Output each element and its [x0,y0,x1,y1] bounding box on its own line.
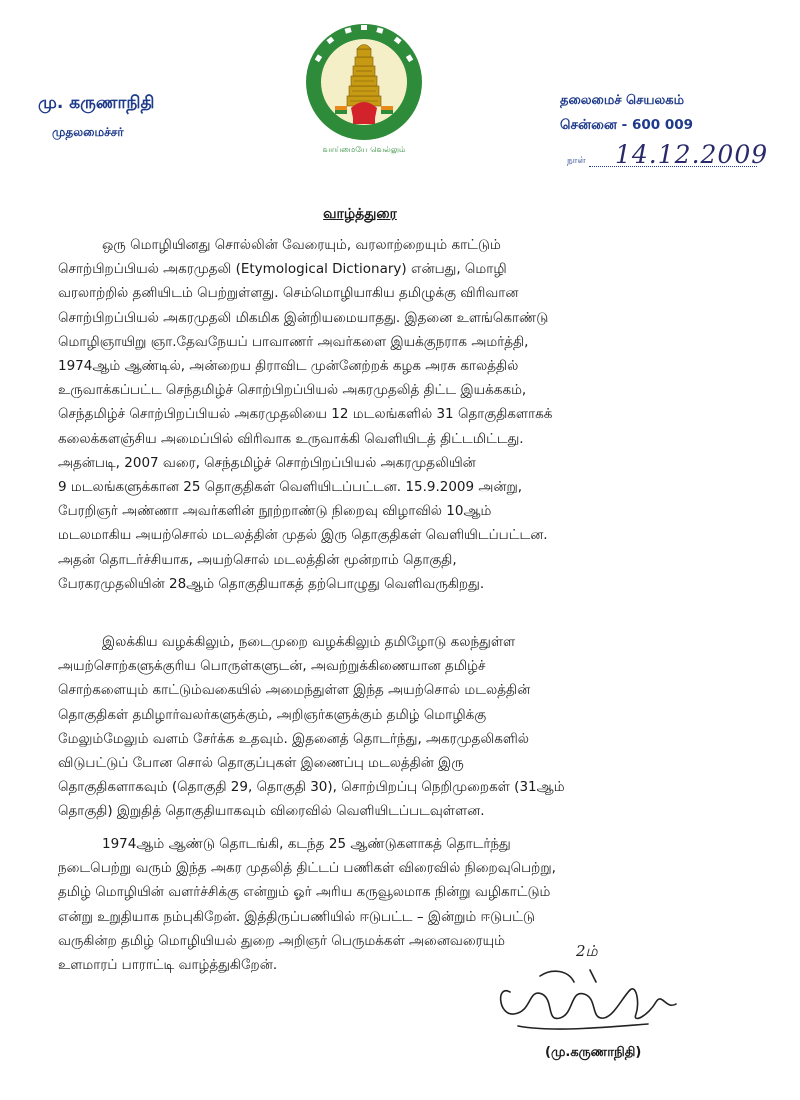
date-field [567,140,767,172]
svg-text:வாய்மையே வெல்லும்: வாய்மையே வெல்லும் [322,145,406,154]
svg-text:2ம்: 2ம் [576,942,598,960]
sender-title: முதலமைச்சர் [52,125,124,139]
text-line: அயற்சொற்களுக்குரிய பொருள்களுடன், அவற்றுக்கிணையான தமிழ்ச் [58,658,486,675]
text-line: தமிழ் மொழியின் வளர்ச்சிக்கு என்றும் ஓர் அரிய கருவூலமாக நின்று வழிகாட்டும் [58,884,551,901]
text-line: தொகுதிகள் தமிழார்வலர்களுக்கும், அறிஞர்களுக்கும் தமிழ் மொழிக்கு [58,706,487,723]
text-line: இலக்கிய வழக்கிலும், நடைமுறை வழக்கிலும் தமிழோடு கலந்துள்ள [102,634,516,650]
date-label: நாள் [567,156,586,166]
text-line: மொழிஞாயிறு ஞா.தேவநேயப் பாவாணர் அவர்களை இயக்குநராக அமர்த்தி, [58,333,529,350]
text-line: என்று உறுதியாக நம்புகிறேன். இத்திருப்பணியில் ஈடுபட்ட – இன்றும் ஈடுபட்டு [58,908,535,925]
text-line: உளமாரப் பாராட்டி வாழ்த்துகிறேன். [58,957,278,974]
office-name: தலைமைச் செயலகம் [560,93,685,108]
sender-name: மு. கருணாநிதி [38,93,155,113]
text-line: சொற்பிறப்பியல் அகரமுதலி (Etymological Dictionary) என்பது, மொழி [58,261,507,278]
signatory-name: (மு.கருணாநிதி) [545,1045,642,1060]
text-line: வரலாற்றில் தனியிடம் பெற்றுள்ளது. செம்மொழியாகிய தமிழுக்கு விரிவான [58,285,519,302]
text-line: சொற்களையும் காட்டும்வகையில் அமைந்துள்ள இந்த அயற்சொல் மடலத்தின் [58,682,531,699]
text-line: மேலும்மேலும் வளம் சேர்க்க உதவும். இதனைத் தொடர்ந்து, அகரமுதலிகளில் [58,730,529,747]
office-city: சென்னை - 600 009 [560,117,694,133]
text-line: மடலமாகிய அயற்சொல் மடலத்தின் முதல் இரு தொகுதிகள் வெளியிடப்பட்டன. [58,527,548,544]
text-line: தொகுதி) இறுதித் தொகுதியாகவும் விரைவில் வெளியிடப்படவுள்ளன. [58,803,485,820]
text-line: செந்தமிழ்ச் சொற்பிறப்பியல் அகரமுதலியை 12 மடலங்களில் 31 தொகுதிகளாகக் [58,406,553,423]
handwritten-signature-icon [480,930,710,1045]
text-line: அதன்படி, 2007 வரை, செந்தமிழ்ச் சொற்பிறப்பியல் அகரமுதலியின் [58,454,476,471]
paragraph-1 [58,233,718,596]
text-line: கலைக்களஞ்சிய அமைப்பில் விரிவாக உருவாக்கி வெளியிடத் திட்டமிட்டது. [58,430,524,447]
text-line: 9 மடலங்களுக்கான 25 தொகுதிகள் வெளியிடப்பட்டன. 15.9.2009 அன்று, [58,479,523,496]
text-line: 1974ஆம் ஆண்டில், அன்றைய திராவிட முன்னேற்றக் கழக அரசு காலத்தில் [58,358,519,375]
text-line: அதன் தொடர்ச்சியாக, அயற்சொல் மடலத்தின் மூன்றாம் தொகுதி, [58,551,457,568]
text-line: ஒரு மொழியினது சொல்லின் வேரையும், வரலாற்றையும் காட்டும் [102,237,501,253]
text-line: சொற்பிறப்பியல் அகரமுதலி மிகமிக இன்றியமையாதது. இதனை உளங்கொண்டு [58,309,549,326]
text-line: வருகின்ற தமிழ் மொழியியல் துறை அறிஞர் பெருமக்கள் அனைவரையும் [58,932,506,949]
text-line: பேரறிஞர் அண்ணா அவர்களின் நூற்றாண்டு நிறைவு விழாவில் 10ஆம் [58,503,492,520]
letter-heading: வாழ்த்துரை [323,206,397,222]
text-line: உருவாக்கப்பட்ட செந்தமிழ்ச் சொற்பிறப்பியல் அகரமுதலித் திட்ட இயக்ககம், [58,382,527,399]
text-line: பேரகரமுதலியின் 28ஆம் தொகுதியாகத் தற்பொழுது வெளிவருகிறது. [58,575,485,592]
text-line: விடுபட்டுப் போன சொல் தொகுப்புகள் இணைப்பு மடலத்தின் இரு [58,755,464,772]
text-line: 1974ஆம் ஆண்டு தொடங்கி, கடந்த 25 ஆண்டுகளாகத் தொடர்ந்து [102,836,511,852]
text-line: தொகுதிகளாகவும் (தொகுதி 29, தொகுதி 30), சொற்பிறப்பு நெறிமுறைகள் (31ஆம் [58,779,565,796]
date-value: 14.12.2009 [615,140,769,169]
text-line: நடைபெற்று வரும் இந்த அகர முதலித் திட்டப் பணிகள் விரைவில் நிறைவுபெற்று, [58,860,556,877]
paragraph-2 [58,630,718,824]
tamil-nadu-emblem-icon [301,20,427,160]
